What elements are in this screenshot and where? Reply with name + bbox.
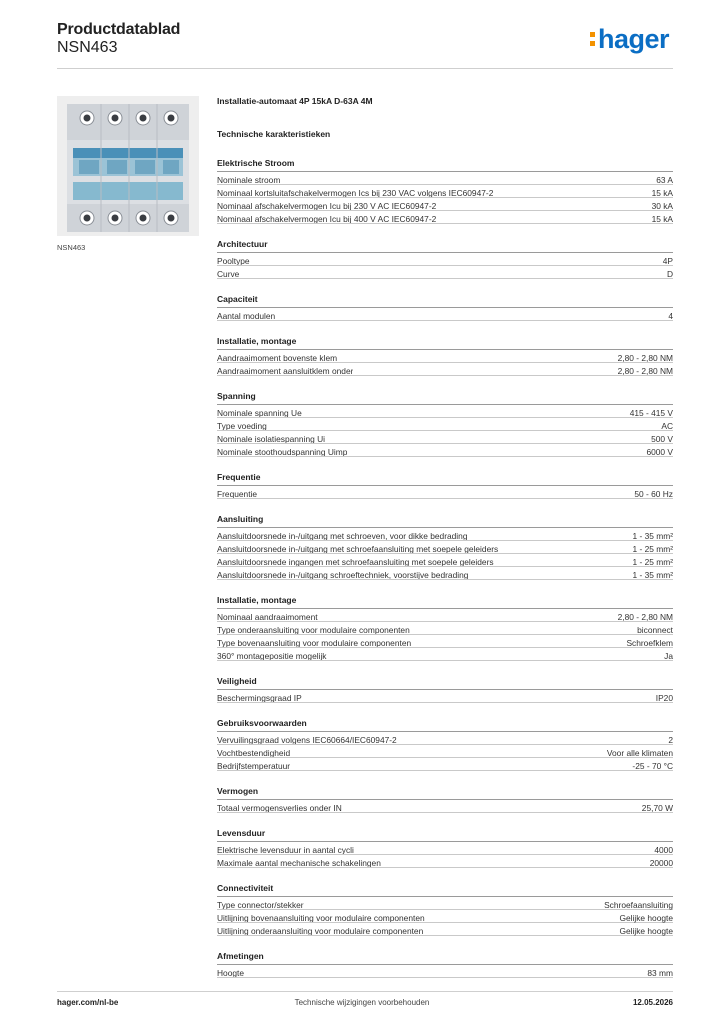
footer-divider	[57, 991, 673, 992]
spec-value: 6000 V	[646, 446, 673, 457]
spec-row	[217, 800, 673, 813]
spec-label: Totaal vermogensverlies onder IN	[217, 802, 342, 812]
spec-row	[217, 758, 673, 771]
spec-section	[217, 157, 673, 224]
spec-label: Bedrijfstemperatuur	[217, 760, 291, 770]
spec-content	[217, 95, 673, 978]
spec-row	[217, 842, 673, 855]
technical-heading: Technische karakteristieken	[217, 129, 331, 139]
spec-row	[217, 350, 673, 363]
spec-row	[217, 635, 673, 648]
spec-label: Nominaal afschakelvermogen Icu bij 400 V AC IEC60947-2	[217, 213, 437, 223]
section-title: Installatie, montage	[217, 335, 673, 350]
spec-value: biconnect	[637, 624, 673, 635]
hager-logo[interactable]	[590, 24, 669, 54]
spec-row	[217, 211, 673, 224]
footer-disclaimer: Technische wijzigingen voorbehouden	[294, 998, 430, 1007]
spec-value: 500 V	[651, 433, 673, 444]
spec-row	[217, 266, 673, 279]
spec-label: Type onderaansluiting voor modulaire componenten	[217, 624, 410, 634]
section-title: Installatie, montage	[217, 594, 673, 609]
spec-label: Frequentie	[217, 488, 258, 498]
spec-row	[217, 732, 673, 745]
image-caption: NSN463	[57, 243, 86, 252]
section-title: Vermogen	[217, 785, 673, 800]
spec-row	[217, 609, 673, 622]
section-title: Capaciteit	[217, 293, 673, 308]
spec-label: Type bovenaansluiting voor modulaire componenten	[217, 637, 412, 647]
spec-row	[217, 253, 673, 266]
spec-section	[217, 335, 673, 376]
spec-row	[217, 923, 673, 936]
spec-value: Ja	[664, 650, 673, 661]
spec-value: 50 - 60 Hz	[634, 488, 673, 499]
section-title: Connectiviteit	[217, 882, 673, 897]
spec-label: Vochtbestendigheid	[217, 747, 291, 757]
spec-row	[217, 910, 673, 923]
spec-label: Nominaal kortsluitafschakelvermogen Ics bij 230 VAC volgens IEC60947-2	[217, 187, 494, 197]
spec-value: Gelijke hoogte	[619, 925, 673, 936]
section-title: Gebruiksvoorwaarden	[217, 717, 673, 732]
spec-label: Hoogte	[217, 967, 245, 977]
logo-text: hager	[598, 24, 670, 54]
spec-value: Schroefklem	[626, 637, 673, 648]
section-title: Frequentie	[217, 471, 673, 486]
spec-row	[217, 554, 673, 567]
spec-value: Schroefaansluiting	[604, 899, 673, 910]
spec-section	[217, 882, 673, 936]
spec-section	[217, 390, 673, 457]
spec-section	[217, 471, 673, 499]
spec-value: 15 kA	[651, 213, 673, 224]
spec-value: 25,70 W	[641, 802, 673, 813]
spec-row	[217, 622, 673, 635]
spec-value: 83 mm	[647, 967, 673, 978]
spec-sections	[217, 157, 673, 978]
spec-label: Aandraaimoment bovenste klem	[217, 352, 338, 362]
section-title: Veiligheid	[217, 675, 673, 690]
spec-value: Gelijke hoogte	[619, 912, 673, 923]
spec-value: 2	[668, 734, 673, 745]
spec-row	[217, 486, 673, 499]
logo-dots-icon	[590, 31, 596, 49]
section-title: Afmetingen	[217, 950, 673, 965]
spec-section	[217, 238, 673, 279]
spec-label: Aantal modulen	[217, 310, 276, 320]
spec-row	[217, 541, 673, 554]
spec-value: 1 - 35 mm²	[632, 569, 673, 580]
header-divider	[57, 68, 673, 69]
spec-row	[217, 172, 673, 185]
spec-label: Curve	[217, 268, 240, 278]
spec-row	[217, 405, 673, 418]
spec-label: Nominale isolatiespanning Ui	[217, 433, 326, 443]
spec-value: D	[666, 268, 673, 279]
spec-row	[217, 308, 673, 321]
spec-label: Pooltype	[217, 255, 250, 265]
section-title: Aansluiting	[217, 513, 673, 528]
section-title: Spanning	[217, 390, 673, 405]
spec-label: Nominale spanning Ue	[217, 407, 302, 417]
spec-label: Uitlijning onderaansluiting voor modulaire componenten	[217, 925, 424, 935]
spec-value: 1 - 35 mm²	[632, 530, 673, 541]
spec-value: 2,80 - 2,80 NM	[617, 365, 673, 376]
header-title: Productdatablad	[57, 21, 181, 38]
product-image	[57, 96, 199, 236]
spec-value: 4P	[662, 255, 673, 266]
spec-row	[217, 855, 673, 868]
spec-section	[217, 675, 673, 703]
spec-row	[217, 363, 673, 376]
section-title: Architectuur	[217, 238, 673, 253]
spec-value: 20000	[649, 857, 673, 868]
footer-date: 12.05.2026	[632, 998, 673, 1007]
spec-section	[217, 950, 673, 978]
spec-value: 4	[668, 310, 673, 321]
spec-row	[217, 444, 673, 457]
spec-row	[217, 690, 673, 703]
spec-row	[217, 965, 673, 978]
spec-label: Beschermingsgraad IP	[217, 692, 302, 702]
spec-label: Aansluitdoorsnede ingangen met schroefaansluiting met soepele geleiders	[217, 556, 494, 566]
spec-row	[217, 431, 673, 444]
spec-value: IP20	[655, 692, 673, 703]
spec-value: 4000	[654, 844, 673, 855]
spec-label: Vervuilingsgraad volgens IEC60664/IEC60947-2	[217, 734, 397, 744]
spec-section	[217, 827, 673, 868]
footer-website-link[interactable]: hager.com/nl-be	[57, 998, 119, 1007]
spec-label: Nominale stoothoudspanning Uimp	[217, 446, 348, 456]
spec-label: Type voeding	[217, 420, 267, 430]
section-title: Levensduur	[217, 827, 673, 842]
spec-value: 2,80 - 2,80 NM	[617, 611, 673, 622]
spec-value: 30 kA	[651, 200, 673, 211]
spec-row	[217, 528, 673, 541]
spec-value: AC	[661, 420, 673, 431]
spec-row	[217, 418, 673, 431]
spec-value: 2,80 - 2,80 NM	[617, 352, 673, 363]
spec-label: Nominale stroom	[217, 174, 281, 184]
spec-value: 415 - 415 V	[629, 407, 673, 418]
spec-value: 1 - 25 mm²	[632, 543, 673, 554]
spec-section	[217, 293, 673, 321]
spec-label: 360° montagepositie mogelijk	[217, 650, 327, 660]
spec-row	[217, 745, 673, 758]
spec-section	[217, 717, 673, 771]
spec-value: Voor alle klimaten	[606, 747, 673, 758]
spec-value: 1 - 25 mm²	[632, 556, 673, 567]
spec-section	[217, 785, 673, 813]
spec-section	[217, 513, 673, 580]
product-description: Installatie-automaat 4P 15kA D-63A 4M	[217, 96, 373, 106]
spec-label: Nominaal afschakelvermogen Icu bij 230 V AC IEC60947-2	[217, 200, 437, 210]
spec-row	[217, 185, 673, 198]
spec-label: Aansluitdoorsnede in-/uitgang met schroefaansluiting met soepele geleiders	[217, 543, 499, 553]
spec-section	[217, 594, 673, 661]
spec-label: Uitlijning bovenaansluiting voor modulaire componenten	[217, 912, 425, 922]
spec-label: Aandraaimoment aansluitklem onder	[217, 365, 354, 375]
spec-label: Aansluitdoorsnede in-/uitgang schroeftechniek, voorstijve bedrading	[217, 569, 469, 579]
section-title: Elektrische Stroom	[217, 157, 673, 172]
spec-value: 63 A	[656, 174, 673, 185]
spec-row	[217, 567, 673, 580]
spec-value: -25 - 70 °C	[632, 760, 673, 771]
spec-label: Aansluitdoorsnede in-/uitgang met schroeven, voor dikke bedrading	[217, 530, 468, 540]
circuit-breaker-illustration	[57, 96, 199, 236]
product-code: NSN463	[57, 39, 118, 56]
spec-label: Nominaal aandraaimoment	[217, 611, 318, 621]
spec-value: 15 kA	[651, 187, 673, 198]
spec-row	[217, 648, 673, 661]
spec-label: Maximale aantal mechanische schakelingen	[217, 857, 381, 867]
spec-label: Elektrische levensduur in aantal cycli	[217, 844, 354, 854]
spec-label: Type connector/stekker	[217, 899, 304, 909]
spec-row	[217, 897, 673, 910]
spec-row	[217, 198, 673, 211]
